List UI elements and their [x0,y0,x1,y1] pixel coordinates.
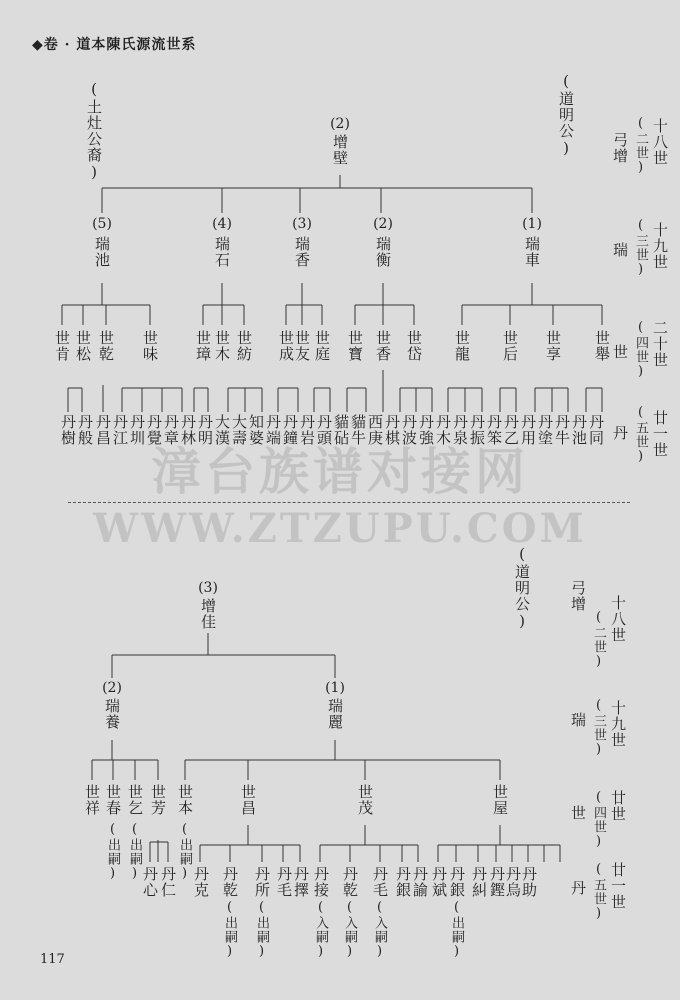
lower-gen21-note: (出嗣) [449,900,464,960]
upper-gen20-node: 世龍 [453,330,471,362]
lower-gen19-name-1: 瑞麗 [326,698,344,730]
lower-gen19-prefix: 瑞 [569,712,587,728]
upper-gen20-node: 世寶 [346,330,364,362]
upper-gen21-node: 知婆 [247,414,265,446]
lower-gen19-sub: (三世) [591,698,606,758]
lower-gen20-node: 世芳 [149,784,167,816]
upper-gen20-node: 世友 [293,330,311,362]
lower-gen19-num-1: (1) [325,680,345,696]
upper-gen21-node: 丹塗 [536,414,554,446]
upper-gen19-sub: (三世) [633,218,648,278]
upper-gen21-node: 丹樹 [59,414,77,446]
lower-gen21-node: 丹擇 [292,866,310,898]
lower-gen21-node: 丹毛 [371,866,389,898]
upper-gen21-node: 丹章 [162,414,180,446]
lower-gen21-node: 丹心 [141,866,159,898]
upper-gen19-num-3: (3) [292,216,312,232]
lower-gen20-note: (出嗣) [127,822,142,882]
upper-gen20-node: 世成 [277,330,295,362]
upper-gen21-label: 廿一世 [651,410,669,458]
upper-gen20-node: 世享 [544,330,562,362]
upper-root-name: 增壁 [331,134,349,166]
lower-gen21-node: 丹鏗 [488,866,506,898]
lower-gen20-node: 世祥 [83,784,101,816]
upper-gen20-node: 世舉 [593,330,611,362]
lower-root-name: 增佳 [199,598,217,630]
upper-gen19-prefix: 瑞 [611,242,629,258]
watermark-line-2: WWW.ZTZUPU.COM [93,505,587,552]
upper-gen20-sub: (四世) [633,320,648,380]
upper-gen21-node: 丹端 [264,414,282,446]
upper-gen19-num-2: (2) [373,216,393,232]
upper-gen21-node: 大漢 [213,414,231,446]
lower-gen21-node: 丹糾 [470,866,488,898]
upper-gen18-label: 十八世 [651,118,669,166]
upper-gen21-node: 丹岩 [298,414,316,446]
lower-gen18-prefix: 弓增 [569,580,587,612]
upper-gen21-node: 丹乙 [502,414,520,446]
upper-gen21-prefix: 丹 [611,425,629,441]
upper-gen21-node: 貓牛 [349,414,367,446]
watermark-line-1: 漳台族谱对接网 [151,443,529,501]
upper-gen20-prefix: 世 [611,344,629,360]
lower-gen20-node: 世春 [104,784,122,816]
upper-gen19-num-4: (4) [212,216,232,232]
lower-gen21-node: 丹乾 [221,866,239,898]
lower-gen21-node: 丹毛 [275,866,293,898]
upper-branch-note: (土灶公裔) [85,80,103,182]
upper-gen21-node: 丹明 [196,414,214,446]
upper-gen20-node: 世松 [74,330,92,362]
lower-gen21-node: 丹助 [520,866,538,898]
lower-gen21-note: (入嗣) [342,900,357,960]
lower-gen21-node: 丹所 [253,866,271,898]
lower-gen20-node: 世本 [176,784,194,816]
upper-gen20-node: 世乾 [97,330,115,362]
upper-gen20-node: 世木 [213,330,231,362]
lower-gen21-node: 丹仁 [159,866,177,898]
upper-gen19-name-2: 瑞衡 [374,236,392,268]
upper-gen21-node: 丹用 [519,414,537,446]
upper-gen21-node: 丹泉 [451,414,469,446]
section-divider [68,502,630,503]
upper-gen21-node: 丹笨 [485,414,503,446]
upper-gen21-node: 丹林 [179,414,197,446]
lower-gen21-node: 丹接 [312,866,330,898]
lower-gen21-node: 丹斌 [430,866,448,898]
lower-gen19-num-2: (2) [102,680,122,696]
lower-gen20-node: 世昌 [239,784,257,816]
upper-gen21-node: 丹江 [111,414,129,446]
lower-gen20-sub: (四世) [591,790,606,850]
lower-gen20-node: 世屋 [491,784,509,816]
upper-gen20-node: 世璋 [194,330,212,362]
upper-gen21-node: 丹覺 [145,414,163,446]
lower-gen21-note: (入嗣) [372,900,387,960]
lower-gen21-note: (入嗣) [313,900,328,960]
lower-gen19-label: 十九世 [609,700,627,748]
upper-gen21-node: 大壽 [230,414,248,446]
lower-gen20-node: 世乞 [126,784,144,816]
lower-gen18-label: 十八世 [609,595,627,643]
lower-gen20-prefix: 世 [569,805,587,821]
lower-gen21-node: 丹銀 [448,866,466,898]
upper-gen21-node: 丹波 [400,414,418,446]
lower-gen21-label: 廿一世 [609,862,627,910]
lower-gen21-note: (出嗣) [254,900,269,960]
lower-gen19-name-2: 瑞養 [103,698,121,730]
lower-root-number: (3) [198,580,218,596]
upper-gen19-num-5: (5) [92,216,112,232]
lower-gen18-sub: (二世) [591,610,606,670]
lower-gen20-note: (出嗣) [105,822,120,882]
upper-gen18-sub: (二世) [633,116,648,176]
upper-gen18-prefix: 弓增 [611,132,629,164]
upper-gen20-node: 世庭 [313,330,331,362]
lower-gen21-sub: (五世) [591,862,606,922]
upper-gen21-node: 丹木 [434,414,452,446]
lower-gen21-node: 丹烏 [504,866,522,898]
upper-gen19-name-4: 瑞石 [213,236,231,268]
upper-gen19-label: 十九世 [651,222,669,270]
upper-gen21-node: 貓砧 [332,414,350,446]
upper-gen21-node: 丹頭 [315,414,333,446]
upper-gen21-node: 丹池 [570,414,588,446]
upper-ancestor-note: (道明公) [557,72,575,158]
chapter-header: ◆卷 · 道本陳氏源流世系 [32,37,197,53]
upper-gen21-node: 西庚 [366,414,384,446]
upper-gen20-node: 世肯 [53,330,71,362]
upper-gen19-name-5: 瑞池 [93,236,111,268]
lower-gen21-node: 丹銀 [394,866,412,898]
upper-gen21-node: 丹牛 [553,414,571,446]
upper-gen20-node: 世香 [374,330,392,362]
lower-gen21-node: 丹克 [192,866,210,898]
lower-ancestor-note: (道明公) [513,545,531,631]
upper-gen20-node: 世味 [141,330,159,362]
upper-gen19-name-3: 瑞香 [293,236,311,268]
upper-gen20-node: 世紡 [235,330,253,362]
upper-root-number: (2) [330,116,350,132]
lower-gen21-prefix: 丹 [569,880,587,896]
lower-gen20-label: 廿世 [609,790,627,822]
upper-gen21-node: 丹強 [417,414,435,446]
upper-gen20-node: 世岱 [405,330,423,362]
upper-gen20-node: 世后 [501,330,519,362]
upper-gen21-node: 丹棋 [383,414,401,446]
upper-gen19-num-1: (1) [522,216,542,232]
page-number: 117 [40,952,65,967]
upper-gen21-node: 丹圳 [128,414,146,446]
upper-gen21-node: 丹振 [468,414,486,446]
upper-gen20-label: 二十世 [651,320,669,368]
upper-gen21-node: 丹同 [587,414,605,446]
lower-gen20-note: (出嗣) [177,822,192,882]
lower-gen21-note: (出嗣) [222,900,237,960]
upper-gen21-node: 丹鐘 [281,414,299,446]
upper-gen19-name-1: 瑞車 [523,236,541,268]
lower-gen21-node: 丹諭 [411,866,429,898]
lower-gen21-node: 丹乾 [341,866,359,898]
upper-gen21-node: 丹昌 [94,414,112,446]
upper-gen21-node: 丹般 [76,414,94,446]
upper-gen21-sub: (五世) [633,405,648,465]
lower-gen20-node: 世茂 [356,784,374,816]
